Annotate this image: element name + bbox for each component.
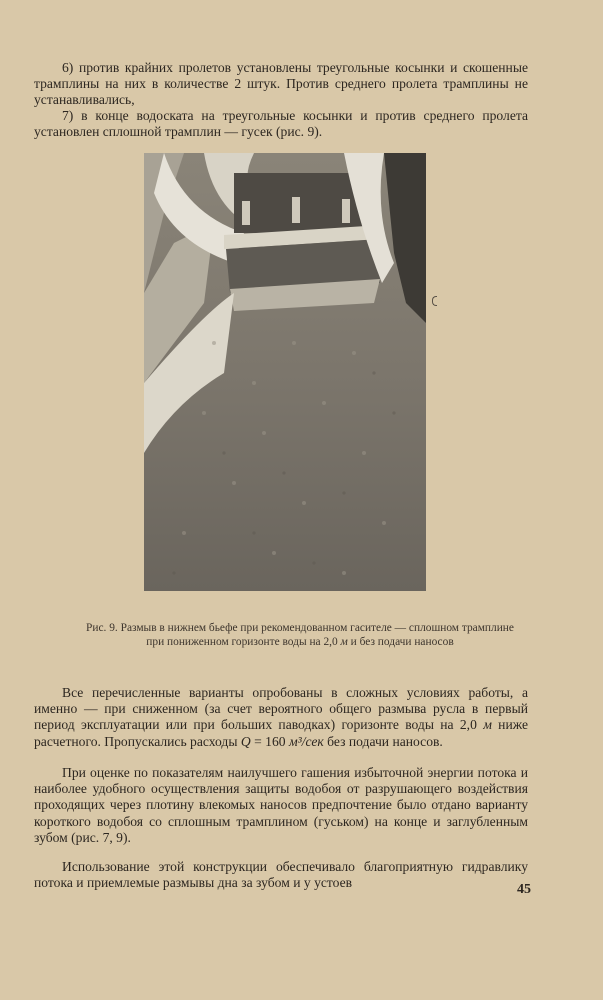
margin-mark: [432, 296, 437, 306]
p3-text-3: = 160: [250, 733, 289, 749]
p3-unit-m: м: [483, 717, 492, 733]
p3-text-4: без подачи наносов.: [323, 733, 443, 749]
caption-text-end: и без подачи наносов: [347, 635, 454, 648]
photo-illustration: [144, 153, 426, 591]
p3-unit-flow: м³/сек: [288, 733, 324, 749]
figure-photo: [144, 153, 426, 591]
figure-caption: [80, 622, 520, 649]
paragraph-variants: [34, 685, 528, 750]
caption-unit: м: [340, 635, 348, 648]
p3-text-2: ниже расчетного. Пропускались расходы: [34, 717, 528, 749]
list-item-6: 6) против крайних пролетов установлены треугольные косынки и скошенные трамплины на них в количестве 2 штук. Против среднего пролета трамплины не устанавливались,: [34, 60, 528, 108]
list-item-7: 7) в конце водоската на треугольные косынки и против среднего пролета установлен сплошной трамплин — гусек (рис. 9).: [34, 108, 528, 140]
paragraph-evaluation: При оценке по показателям наилучшего гашения избыточной энергии потока и наиболее удобного осуществления защиты водобоя от разрушающего воздействия проходящих через плотину влекомых наносов предпочтение было отдано варианту короткого водобоя со сплошным трамплином (гуськом) на конце и заглубленным зубом (рис. 7, 9).: [34, 765, 528, 845]
paragraph-usage: Использование этой конструкции обеспечивало благоприятную гидравлику потока и приемлемые размывы дна за зубом и у устоев: [34, 859, 528, 891]
p3-text-1: Все перечисленные варианты опробованы в сложных условиях работы, а именно — при сниженном (за счет вероятного общего размыва русла в первый период эксплуатации или при больших паводках) горизонте воды на 2,0: [34, 685, 528, 733]
page-number: 45: [517, 882, 531, 897]
p3-q-symbol: Q: [240, 733, 251, 749]
caption-text: Рис. 9. Размыв в нижнем бьефе при рекомендованном гасителе — сплошном трамплине при пониженном горизонте воды на 2,0: [86, 622, 514, 648]
